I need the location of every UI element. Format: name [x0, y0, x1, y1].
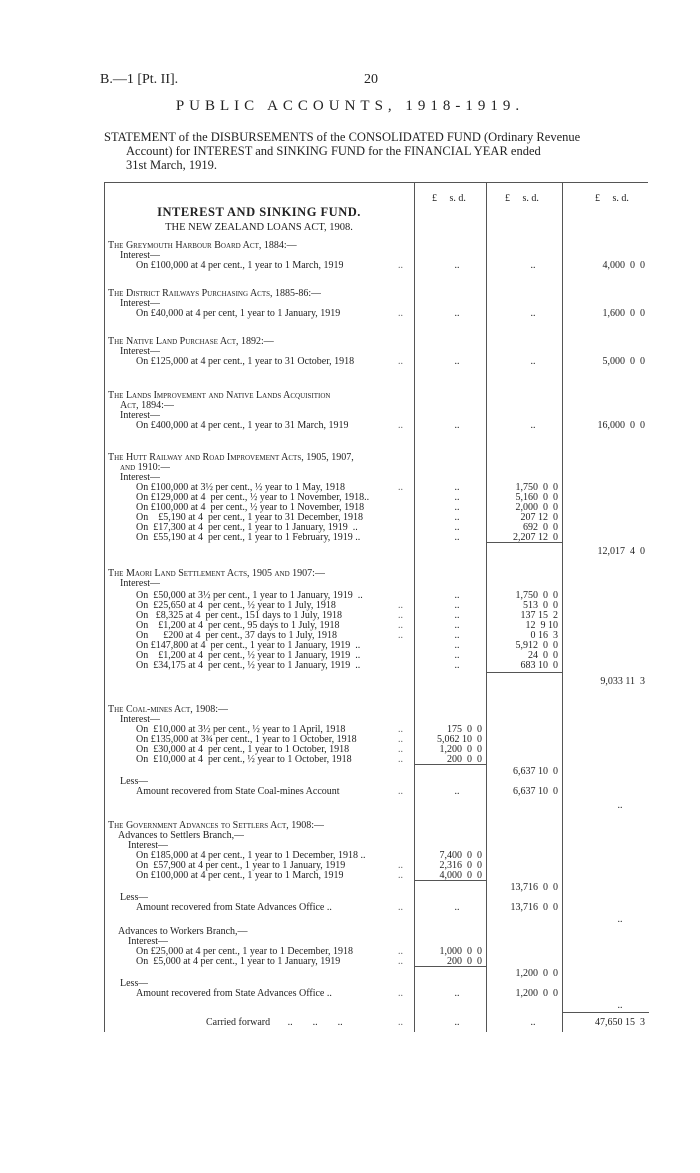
amount-c1: .. [454, 650, 460, 661]
page-title: PUBLIC ACCOUNTS, 1918-1919. [175, 98, 525, 114]
col2-header: £ s. d. [505, 193, 539, 204]
ledger-line: On £30,000 at 4 per cent., 1 year to 1 October, 1918 [136, 744, 350, 755]
ledger-line: On £8,325 at 4 per cent., 151 days to 1 July, 1918 [136, 610, 342, 621]
act-heading: The Coal-mines Act, 1908:— [108, 704, 228, 715]
ledger-line: On £40,000 at 4 per cent, 1 year to 1 January, 1919 [136, 308, 341, 319]
act-heading: The Greymouth Harbour Board Act, 1884:— [108, 240, 297, 251]
leader-dots: .. [398, 734, 403, 745]
amount-c3: .. [617, 914, 623, 925]
amount-c3: 12,017 4 0 [597, 546, 645, 557]
ledger-line: On £10,000 at 3½ per cent., ½ year to 1 April, 1918 [136, 724, 346, 735]
amount-c1: .. [454, 988, 460, 999]
subtotal-rule [415, 880, 486, 881]
amount-c2: 24 0 0 [528, 650, 558, 661]
ledger-line: Interest— [120, 346, 160, 357]
amount-c2: .. [530, 308, 536, 319]
leader-dots: .. [398, 610, 403, 621]
amount-c1: .. [454, 512, 460, 523]
act-heading: The Hutt Railway and Road Improvement Acts, 1905, 1907, [108, 452, 354, 463]
amount-c2: 207 12 0 [520, 512, 558, 523]
ledger-line: Amount recovered from State Advances Office .. [136, 902, 332, 913]
amount-c2: 12 9 10 [525, 620, 558, 631]
ledger-line: On £57,900 at 4 per cent., 1 year to 1 January, 1919 [136, 860, 346, 871]
act-heading: The Lands Improvement and Native Lands Acquisition [108, 390, 331, 401]
amount-c1: 4,000 0 0 [439, 870, 482, 881]
leader-dots: .. [398, 482, 403, 493]
subtotal-rule [487, 542, 562, 543]
leader-dots: .. [398, 860, 403, 871]
leader-dots: .. [398, 1017, 403, 1028]
amount-c3: 9,033 11 3 [600, 676, 645, 687]
col1-left-rule [414, 182, 415, 1032]
amount-c2: .. [530, 1017, 536, 1028]
amount-c2: 0 16 3 [530, 630, 558, 641]
ledger-line: On £147,800 at 4 per cent., 1 year to 1 January, 1919 .. [136, 640, 361, 651]
amount-c3: 1,600 0 0 [602, 308, 645, 319]
ledger-line: Interest— [120, 298, 160, 309]
amount-c1: .. [454, 356, 460, 367]
subtotal-rule [415, 966, 486, 967]
leader-dots: .. [398, 956, 403, 967]
col3-header: £ s. d. [595, 193, 629, 204]
ledger-line: On £1,200 at 4 per cent., 95 days to 1 July, 1918 [136, 620, 340, 631]
amount-c2: 1,750 0 0 [515, 590, 558, 601]
table-left-rule [104, 182, 105, 1032]
amount-c3: 47,650 15 3 [595, 1017, 645, 1028]
amount-c1: 200 0 0 [447, 956, 482, 967]
amount-c2: 2,000 0 0 [515, 502, 558, 513]
subtotal-rule [415, 764, 486, 765]
amount-c1: 2,316 0 0 [439, 860, 482, 871]
document-reference: B.—1 [Pt. II]. [100, 72, 179, 87]
leader-dots: .. [398, 754, 403, 765]
ledger-line: On £17,300 at 4 per cent., 1 year to 1 January, 1919 .. [136, 522, 358, 533]
ledger-line: On £129,000 at 4 per cent., ½ year to 1 November, 1918.. [136, 492, 370, 503]
amount-c1: .. [454, 420, 460, 431]
amount-c1: .. [454, 492, 460, 503]
table-top-rule [104, 182, 648, 183]
statement-line-1: STATEMENT of the DISBURSEMENTS of the CONSOLIDATED FUND (Ordinary Revenue [104, 130, 581, 144]
ledger-line: On £55,190 at 4 per cent., 1 year to 1 February, 1919 .. [136, 532, 361, 543]
amount-c2: 13,716 0 0 [510, 882, 558, 893]
col3-left-rule [562, 182, 563, 1032]
statement-line-3: 31st March, 1919. [126, 158, 217, 172]
amount-c2: 2,207 12 0 [513, 532, 558, 543]
col1-header: £ s. d. [432, 193, 466, 204]
amount-c1: 200 0 0 [447, 754, 482, 765]
amount-c1: .. [454, 590, 460, 601]
amount-c1: .. [454, 660, 460, 671]
amount-c2: 5,912 0 0 [515, 640, 558, 651]
amount-c1: 5,062 10 0 [437, 734, 482, 745]
ledger-line: Advances to Settlers Branch,— [118, 830, 245, 841]
amount-c3: 4,000 0 0 [602, 260, 645, 271]
leader-dots: .. [398, 260, 403, 271]
leader-dots: .. [398, 744, 403, 755]
act-heading: The Native Land Purchase Act, 1892:— [108, 336, 274, 347]
ledger-line: Interest— [128, 936, 168, 947]
ledger-line: On £185,000 at 4 per cent., 1 year to 1 December, 1918 .. [136, 850, 366, 861]
section-title: INTEREST AND SINKING FUND. [157, 205, 361, 219]
leader-dots: .. [398, 600, 403, 611]
amount-c1: .. [454, 1017, 460, 1028]
ledger-line: On £100,000 at 3½ per cent., ½ year to 1 May, 1918 [136, 482, 346, 493]
act-heading: Act, 1894:— [120, 400, 174, 411]
amount-c1: .. [454, 600, 460, 611]
amount-c2: 13,716 0 0 [510, 902, 558, 913]
ledger-line: On £5,000 at 4 per cent., 1 year to 1 January, 1919 [136, 956, 341, 967]
ledger-line: Advances to Workers Branch,— [118, 926, 248, 937]
ledger-line: On £5,190 at 4 per cent., 1 year to 31 December, 1918 [136, 512, 364, 523]
amount-c2: 5,160 0 0 [515, 492, 558, 503]
ledger-line: Less— [120, 892, 149, 903]
page-number: 20 [364, 72, 378, 87]
amount-c2: .. [530, 420, 536, 431]
amount-c2: 6,637 10 0 [513, 786, 558, 797]
ledger-line: Interest— [120, 714, 160, 725]
ledger-line: On £135,000 at 3¾ per cent., 1 year to 1 October, 1918 [136, 734, 357, 745]
amount-c1: .. [454, 482, 460, 493]
amount-c1: 175 0 0 [447, 724, 482, 735]
amount-c1: .. [454, 620, 460, 631]
leader-dots: .. [398, 902, 403, 913]
ledger-line: Interest— [120, 250, 160, 261]
amount-c2: 1,200 0 0 [515, 968, 558, 979]
leader-dots: .. [398, 356, 403, 367]
ledger-line: On £34,175 at 4 per cent., ½ year to 1 January, 1919 .. [136, 660, 361, 671]
amount-c1: 7,400 0 0 [439, 850, 482, 861]
amount-c2: 1,200 0 0 [515, 988, 558, 999]
amount-c1: 1,000 0 0 [439, 946, 482, 957]
act-heading: The Government Advances to Settlers Act, 1908:— [108, 820, 325, 831]
amount-c1: .. [454, 630, 460, 641]
total-rule [563, 1012, 649, 1013]
leader-dots: .. [398, 420, 403, 431]
leader-dots: .. [398, 786, 403, 797]
subtotal-rule [487, 672, 562, 673]
ledger-line: Amount recovered from State Coal-mines Account [136, 786, 340, 797]
ledger-line: On £50,000 at 3½ per cent., 1 year to 1 January, 1919 .. [136, 590, 363, 601]
leader-dots: .. [398, 630, 403, 641]
amount-c2: 1,750 0 0 [515, 482, 558, 493]
amount-c2: .. [530, 260, 536, 271]
amount-c2: .. [530, 356, 536, 367]
amount-c3: .. [617, 800, 623, 811]
ledger-line: Interest— [120, 578, 160, 589]
amount-c2: 692 0 0 [523, 522, 558, 533]
amount-c2: 137 15 2 [520, 610, 558, 621]
ledger-line: On £1,200 at 4 per cent., ½ year to 1 January, 1919 .. [136, 650, 361, 661]
amount-c1: .. [454, 308, 460, 319]
leader-dots: .. [398, 946, 403, 957]
page-header [0, 72, 700, 92]
amount-c2: 6,637 10 0 [513, 766, 558, 777]
act-heading: The Maori Land Settlement Acts, 1905 and 1907:— [108, 568, 325, 579]
leader-dots: .. [398, 988, 403, 999]
ledger-line: Carried forward .. .. .. [206, 1017, 343, 1028]
ledger-line: On £400,000 at 4 per cent., 1 year to 31 March, 1919 [136, 420, 349, 431]
statement-heading [104, 130, 649, 172]
ledger-line: On £200 at 4 per cent., 37 days to 1 July, 1918 [136, 630, 337, 641]
ledger-line: On £25,650 at 4 per cent., ½ year to 1 July, 1918 [136, 600, 336, 611]
ledger-line: On £10,000 at 4 per cent., ½ year to 1 October, 1918 [136, 754, 352, 765]
leader-dots: .. [398, 724, 403, 735]
amount-c1: .. [454, 640, 460, 651]
leader-dots: .. [398, 308, 403, 319]
ledger-line: Interest— [128, 840, 168, 851]
act-heading: The District Railways Purchasing Acts, 1885-86:— [108, 288, 322, 299]
amount-c3: .. [617, 1000, 623, 1011]
amount-c1: .. [454, 532, 460, 543]
leader-dots: .. [398, 620, 403, 631]
amount-c1: .. [454, 902, 460, 913]
act-heading: and 1910:— [120, 462, 171, 473]
ledger-line: On £100,000 at 4 per cent., ½ year to 1 November, 1918 [136, 502, 365, 513]
ledger-line: On £125,000 at 4 per cent., 1 year to 31 October, 1918 [136, 356, 355, 367]
amount-c1: .. [454, 502, 460, 513]
ledger-line: Interest— [120, 410, 160, 421]
ledger-line: On £25,000 at 4 per cent., 1 year to 1 December, 1918 [136, 946, 354, 957]
amount-c1: .. [454, 260, 460, 271]
ledger-line: Less— [120, 776, 149, 787]
amount-c1: .. [454, 522, 460, 533]
statement-line-2: Account) for INTEREST and SINKING FUND for the FINANCIAL YEAR ended [126, 144, 541, 158]
amount-c1: 1,200 0 0 [439, 744, 482, 755]
ledger-line: On £100,000 at 4 per cent., 1 year to 1 March, 1919 [136, 870, 344, 881]
amount-c2: 513 0 0 [523, 600, 558, 611]
amount-c1: .. [454, 786, 460, 797]
amount-c2: 683 10 0 [520, 660, 558, 671]
subsection-title: THE NEW ZEALAND LOANS ACT, 1908. [165, 222, 353, 233]
ledger-line: Interest— [120, 472, 160, 483]
leader-dots: .. [398, 870, 403, 881]
amount-c1: .. [454, 610, 460, 621]
ledger-line: On £100,000 at 4 per cent., 1 year to 1 March, 1919 [136, 260, 344, 271]
amount-c3: 16,000 0 0 [597, 420, 645, 431]
ledger-line: Less— [120, 978, 149, 989]
amount-c3: 5,000 0 0 [602, 356, 645, 367]
ledger-line: Amount recovered from State Advances Office .. [136, 988, 332, 999]
